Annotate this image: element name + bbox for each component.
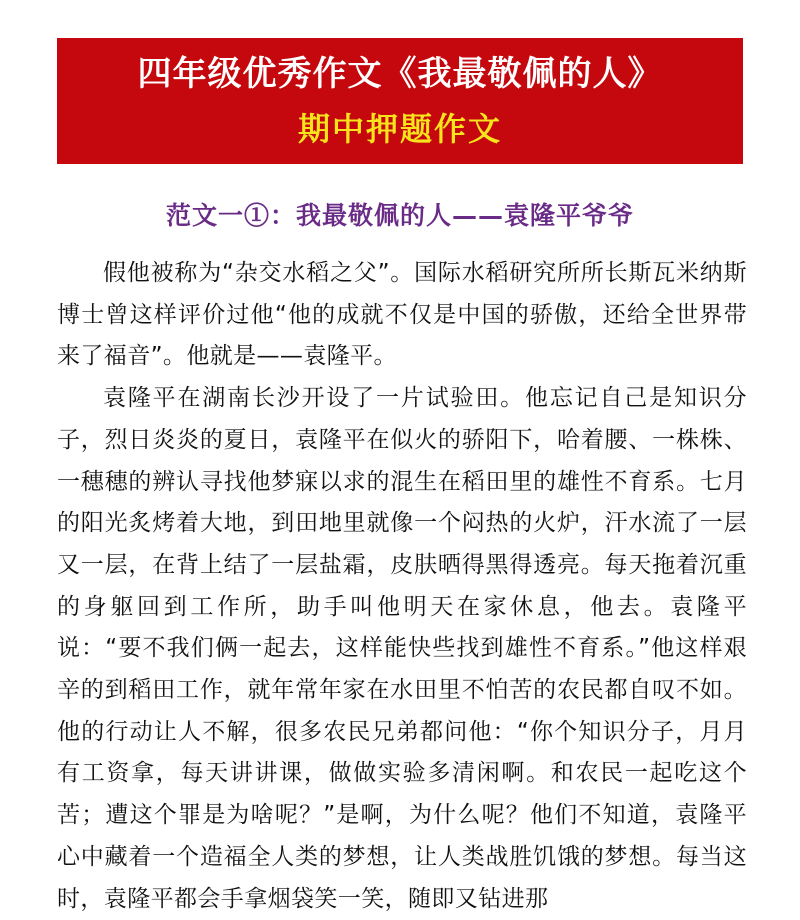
document-title: 四年级优秀作文《我最敬佩的人》	[137, 54, 663, 94]
article-body	[57, 253, 747, 920]
paragraph-1: 假他被称为“杂交水稻之父”。国际水稻研究所所长斯瓦米纳斯博士曾这样评价过他“他的成就不仅是中国的骄傲，还给全世界带来了福音”。他就是——袁隆平。	[57, 260, 747, 370]
article-heading: 范文一①：我最敬佩的人——袁隆平爷爷	[165, 201, 634, 230]
paragraph-2: 袁隆平在湖南长沙开设了一片试验田。他忘记自己是知识分子，烈日炎炎的夏日，袁隆平在似火的骄阳下，哈着腰、一株株、一穗穗的辨认寻找他梦寐以求的混生在稻田里的雄性不育系。七月的阳光炙烤着大地，到田地里就像一个闷热的火炉，汗水流了一层又一层，在背上结了一层盐霜，皮肤晒得黑得透亮。每天拖着沉重的身躯回到工作所，助手叫他明天在家休息，他去。袁隆平说：“要不我们俩一起去，这样能快些找到雄性不育系。”他这样艰辛的到稻田工作，就年常年家在水田里不怕苦的农民都自叹不如。他的行动让人不解，很多农民兄弟都问他：“你个知识分子，月月有工资拿，每天讲讲课，做做实验多清闲啊。和农民一起吃这个苦；遭这个罪是为啥呢？”是啊，为什么呢？他们不知道，袁隆平心中藏着一个造福全人类的梦想，让人类战胜饥饿的梦想。每当这时，袁隆平都会手拿烟袋笑一笑，随即又钻进那	[57, 385, 747, 912]
title-banner	[57, 38, 743, 164]
document-subtitle: 期中押题作文	[297, 110, 502, 148]
